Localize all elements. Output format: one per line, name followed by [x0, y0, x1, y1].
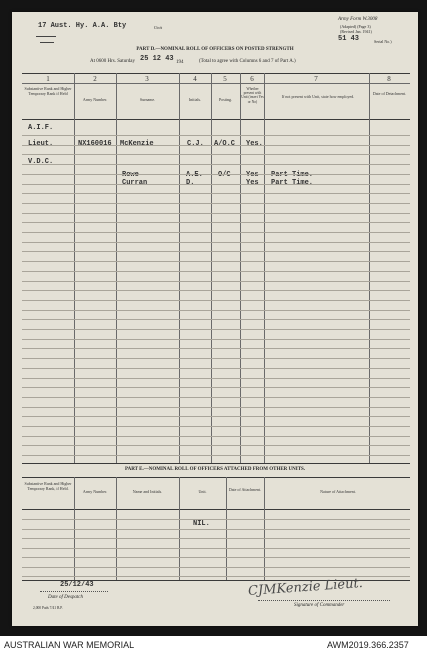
- despatch-label: Date of Despatch: [48, 595, 83, 600]
- archive-reference: AWM2019.366.2357: [327, 640, 409, 650]
- numbers-rule: [22, 83, 410, 84]
- header-surname: Surname.: [139, 97, 156, 102]
- table-bottom-rule: [22, 463, 410, 464]
- header-date-attachment: Date of Attachment.: [228, 487, 262, 492]
- column-number: 2: [93, 75, 97, 83]
- ruled-line: [22, 348, 410, 349]
- present-cell: Yes: [246, 171, 259, 179]
- rank-cell: V.D.C.: [28, 158, 54, 166]
- report-date: 25 12 43: [140, 55, 174, 63]
- ruled-line: [22, 397, 410, 398]
- army-number-cell: NX160016: [78, 140, 112, 148]
- initials-cell: A.E.: [186, 171, 203, 179]
- ruled-line: [22, 193, 410, 194]
- ruled-line: [22, 416, 410, 417]
- unit-label: Unit: [154, 25, 163, 30]
- column-divider: [211, 73, 212, 463]
- surname-cell: Rowe: [122, 171, 139, 179]
- column-number: 5: [223, 75, 227, 83]
- column-divider: [74, 73, 75, 463]
- ruled-line: [22, 567, 410, 568]
- column-divider: [240, 73, 241, 463]
- year-prefix: 194: [176, 60, 184, 65]
- archive-credit-bar: [0, 636, 427, 653]
- header-detachment: Date of Detachment.: [372, 91, 407, 96]
- column-number: 3: [145, 75, 149, 83]
- ruled-line: [22, 271, 410, 272]
- ruled-line: [22, 378, 410, 379]
- ruled-line: [22, 319, 410, 320]
- header-unit: Unit.: [198, 489, 207, 494]
- total-note: (Total to agree with Columns 6 and 7 of Part A.): [199, 59, 296, 64]
- part-d-title: PART D.—NOMINAL ROLL OF OFFICERS ON POSTED STRENGTH: [136, 47, 294, 52]
- despatch-line: [40, 591, 108, 592]
- ruled-line: [22, 222, 410, 223]
- revised-note: (Revised Jan. 1941): [340, 29, 372, 34]
- army-form-page: [12, 12, 418, 626]
- adapted-note: (Adapted) (Page 3): [340, 24, 371, 29]
- employed-cell: Part Time.: [271, 171, 314, 179]
- despatch-date: 25/12/43: [60, 581, 94, 589]
- header-employed: If not present with Unit, state how employed.: [281, 94, 355, 99]
- ruled-line: [22, 358, 410, 359]
- pencil-mark: [36, 36, 56, 37]
- column-number: 6: [250, 75, 254, 83]
- ruled-line: [22, 135, 410, 136]
- ruled-line: [22, 232, 410, 233]
- part-e-top-rule: [22, 477, 410, 478]
- column-divider: [369, 73, 370, 463]
- serial-label: Serial No.): [374, 39, 392, 44]
- ruled-line: [22, 164, 410, 165]
- column-number: 4: [193, 75, 197, 83]
- printer-note: 2,000 Pads 7/41 B.P.: [33, 606, 63, 610]
- posting-cell: A/O.C: [214, 140, 236, 148]
- surname-cell: McKenzie: [120, 140, 154, 148]
- column-divider: [116, 73, 117, 463]
- archive-name: AUSTRALIAN WAR MEMORIAL: [4, 640, 135, 650]
- signature-label: Signature of Commander: [294, 603, 345, 608]
- employed-cell: Part Time.: [271, 179, 314, 187]
- ruled-line: [22, 251, 410, 252]
- column-number: 1: [46, 75, 50, 83]
- header-army-number: Army Number.: [82, 97, 108, 102]
- ruled-line: [22, 548, 410, 549]
- ruled-line: [22, 203, 410, 204]
- ruled-line: [22, 174, 410, 175]
- ruled-line: [22, 339, 410, 340]
- ruled-line: [22, 300, 410, 301]
- nil-entry: NIL.: [193, 520, 210, 528]
- posting-cell: O/C: [218, 171, 231, 179]
- part-e-title: PART E.—NOMINAL ROLL OF OFFICERS ATTACHED FROM OTHER UNITS.: [124, 467, 306, 472]
- column-divider: [264, 73, 265, 463]
- header-present: Whether present with Unit (insert Yes or No): [241, 87, 264, 104]
- header-nature-attachment: Nature of Attachment.: [320, 489, 356, 494]
- ruled-line: [22, 407, 410, 408]
- header-name-initials: Name and Initials.: [132, 489, 163, 494]
- rank-cell: A.I.F.: [28, 124, 54, 132]
- signature-line: [258, 600, 390, 601]
- header-posting: Posting.: [218, 97, 232, 102]
- ruled-line: [22, 184, 410, 185]
- ruled-line: [22, 290, 410, 291]
- part-e-header-rule: [22, 509, 410, 510]
- header-rank: Substantive Rank and Higher Temporary Rank, if Held.: [24, 481, 72, 491]
- column-number: 7: [314, 75, 318, 83]
- header-army-number: Army Number.: [82, 489, 108, 494]
- ruled-line: [22, 426, 410, 427]
- serial-number: 51 43: [338, 35, 360, 43]
- ruled-line: [22, 529, 410, 530]
- ruled-line: [22, 557, 410, 558]
- commander-signature: CJMKenzie Lieut.: [247, 576, 364, 599]
- ruled-line: [22, 329, 410, 330]
- rank-cell: Lieut.: [28, 140, 54, 148]
- surname-cell: Curran: [122, 179, 148, 187]
- table-top-rule: [22, 73, 410, 74]
- time-prefix: At 0600 Hrs. Saturday: [90, 59, 135, 64]
- column-number: 8: [387, 75, 391, 83]
- ruled-line: [22, 145, 410, 146]
- ruled-line: [22, 368, 410, 369]
- ruled-line: [22, 261, 410, 262]
- ruled-line: [22, 445, 410, 446]
- initials-cell: D.: [186, 179, 195, 187]
- ruled-line: [22, 154, 410, 155]
- ruled-line: [22, 538, 410, 539]
- ruled-line: [22, 519, 410, 520]
- header-rank: Substantive Rank and Higher Temporary Rank if Held: [24, 86, 72, 96]
- ruled-line: [22, 242, 410, 243]
- unit-name: 17 Aust. Hy. A.A. Bty: [38, 22, 127, 30]
- ruled-line: [22, 281, 410, 282]
- initials-cell: C.J.: [187, 140, 204, 148]
- ruled-line: [22, 455, 410, 456]
- ruled-line: [22, 213, 410, 214]
- header-rule: [22, 119, 410, 120]
- pencil-mark: [40, 42, 54, 43]
- ruled-line: [22, 387, 410, 388]
- ruled-line: [22, 310, 410, 311]
- army-form-number: Army Form W.3008: [338, 17, 378, 22]
- ruled-line: [22, 436, 410, 437]
- header-initials: Initials.: [188, 97, 202, 102]
- present-cell: Yes.: [246, 140, 263, 148]
- present-cell: Yes: [246, 179, 259, 187]
- column-divider: [179, 73, 180, 463]
- ruled-line: [22, 576, 410, 577]
